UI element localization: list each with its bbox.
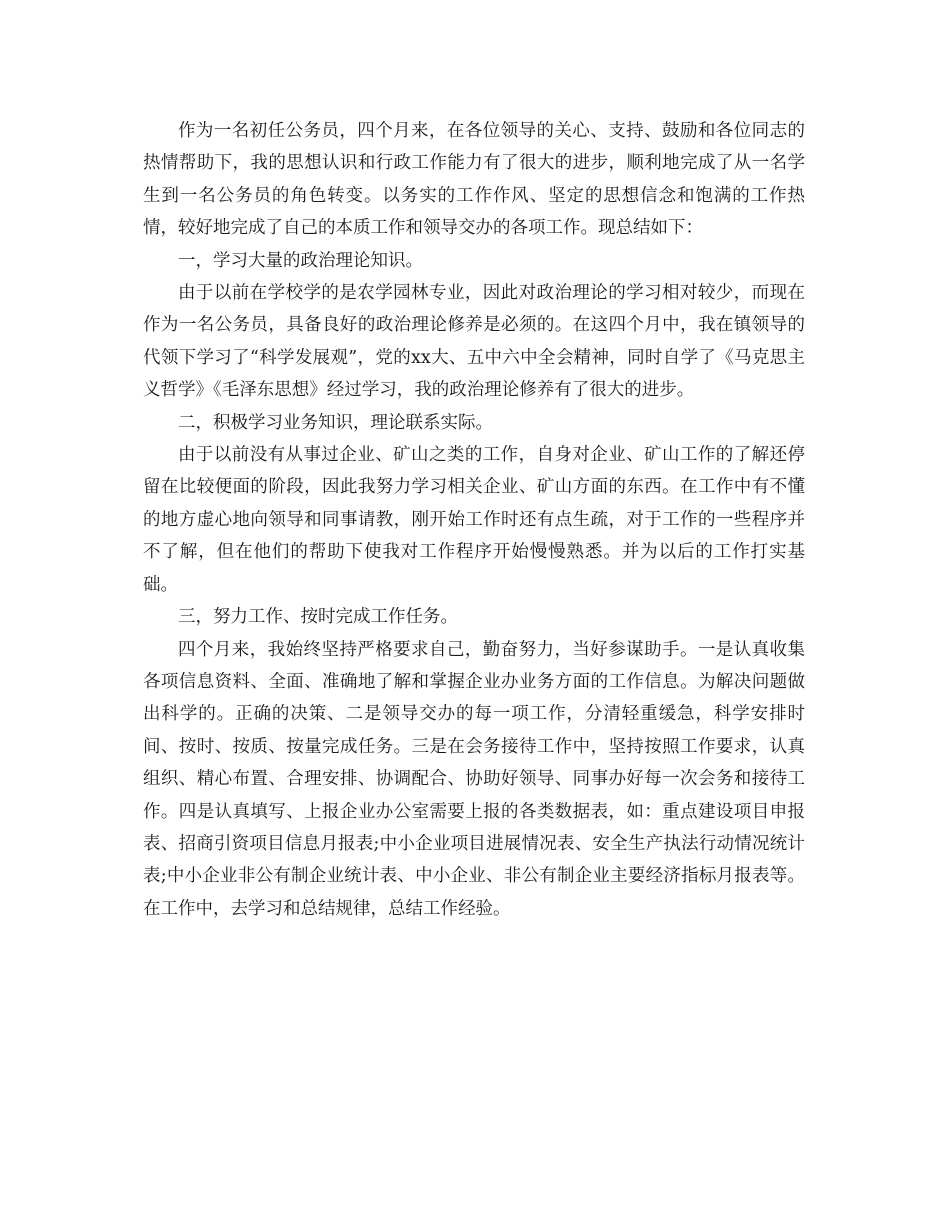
section-heading-2: 二，积极学习业务知识，理论联系实际。 bbox=[178, 412, 493, 433]
section-heading-3: 三，努力工作、按时完成工作任务。 bbox=[178, 607, 458, 628]
section-3-paragraph: 四个月来，我始终坚持严格要求自己，勤奋努力，当好参谋助手。一是认真收集各项信息资料、全面、准确地了解和掌握企业办业务方面的工作信息。为解决问题做出科学的。正确的决策、二是领导交办的每一项工作，分清轻重缓急，科学安排时间、按时、按质、按量完成任务。三是在会务接待工作中，坚持按照工作要求，认真组织、精心布置、合理安排、协调配合、协助好领导、同事办好每一次会务和接待工作。四是认真填写、上报企业办公室需要上报的各类数据表，如：重点建设项目申报表、招商引资项目信息月报表;中小企业项目进展情况表、安全生产执法行动情况统计表;中小企业非公有制企业统计表、中小企业、非公有制企业主要经济指标月报表等。在工作中，去学习和总结规律，总结工作经验。 bbox=[143, 639, 805, 919]
section-2-paragraph: 由于以前没有从事过企业、矿山之类的工作，自身对企业、矿山工作的了解还停留在比较便面的阶段，因此我努力学习相关企业、矿山方面的东西。在工作中有不懂的地方虚心地向领导和同事请教，刚开始工作时还有点生疏，对于工作的一些程序并不了解，但在他们的帮助下使我对工作程序开始慢慢熟悉。并为以后的工作打实基础。 bbox=[143, 445, 805, 595]
section-heading-1: 一，学习大量的政治理论知识。 bbox=[178, 250, 423, 271]
intro-paragraph: 作为一名初任公务员，四个月来，在各位领导的关心、支持、鼓励和各位同志的热情帮助下，我的思想认识和行政工作能力有了很大的进步，顺利地完成了从一名学生到一名公务员的角色转变。以务实的工作作风、坚定的思想信念和饱满的工作热情，较好地完成了自己的本质工作和领导交办的各项工作。现总结如下： bbox=[143, 121, 805, 239]
section-1-paragraph: 由于以前在学校学的是农学园林专业，因此对政治理论的学习相对较少，而现在作为一名公务员，具备良好的政治理论修养是必须的。在这四个月中，我在镇领导的代领下学习了“科学发展观”，党的xx大、五中六中全会精神，同时自学了《马克思主义哲学》《毛泽东思想》经过学习，我的政治理论修养有了很大的进步。 bbox=[143, 283, 805, 401]
document-body bbox=[143, 115, 805, 925]
